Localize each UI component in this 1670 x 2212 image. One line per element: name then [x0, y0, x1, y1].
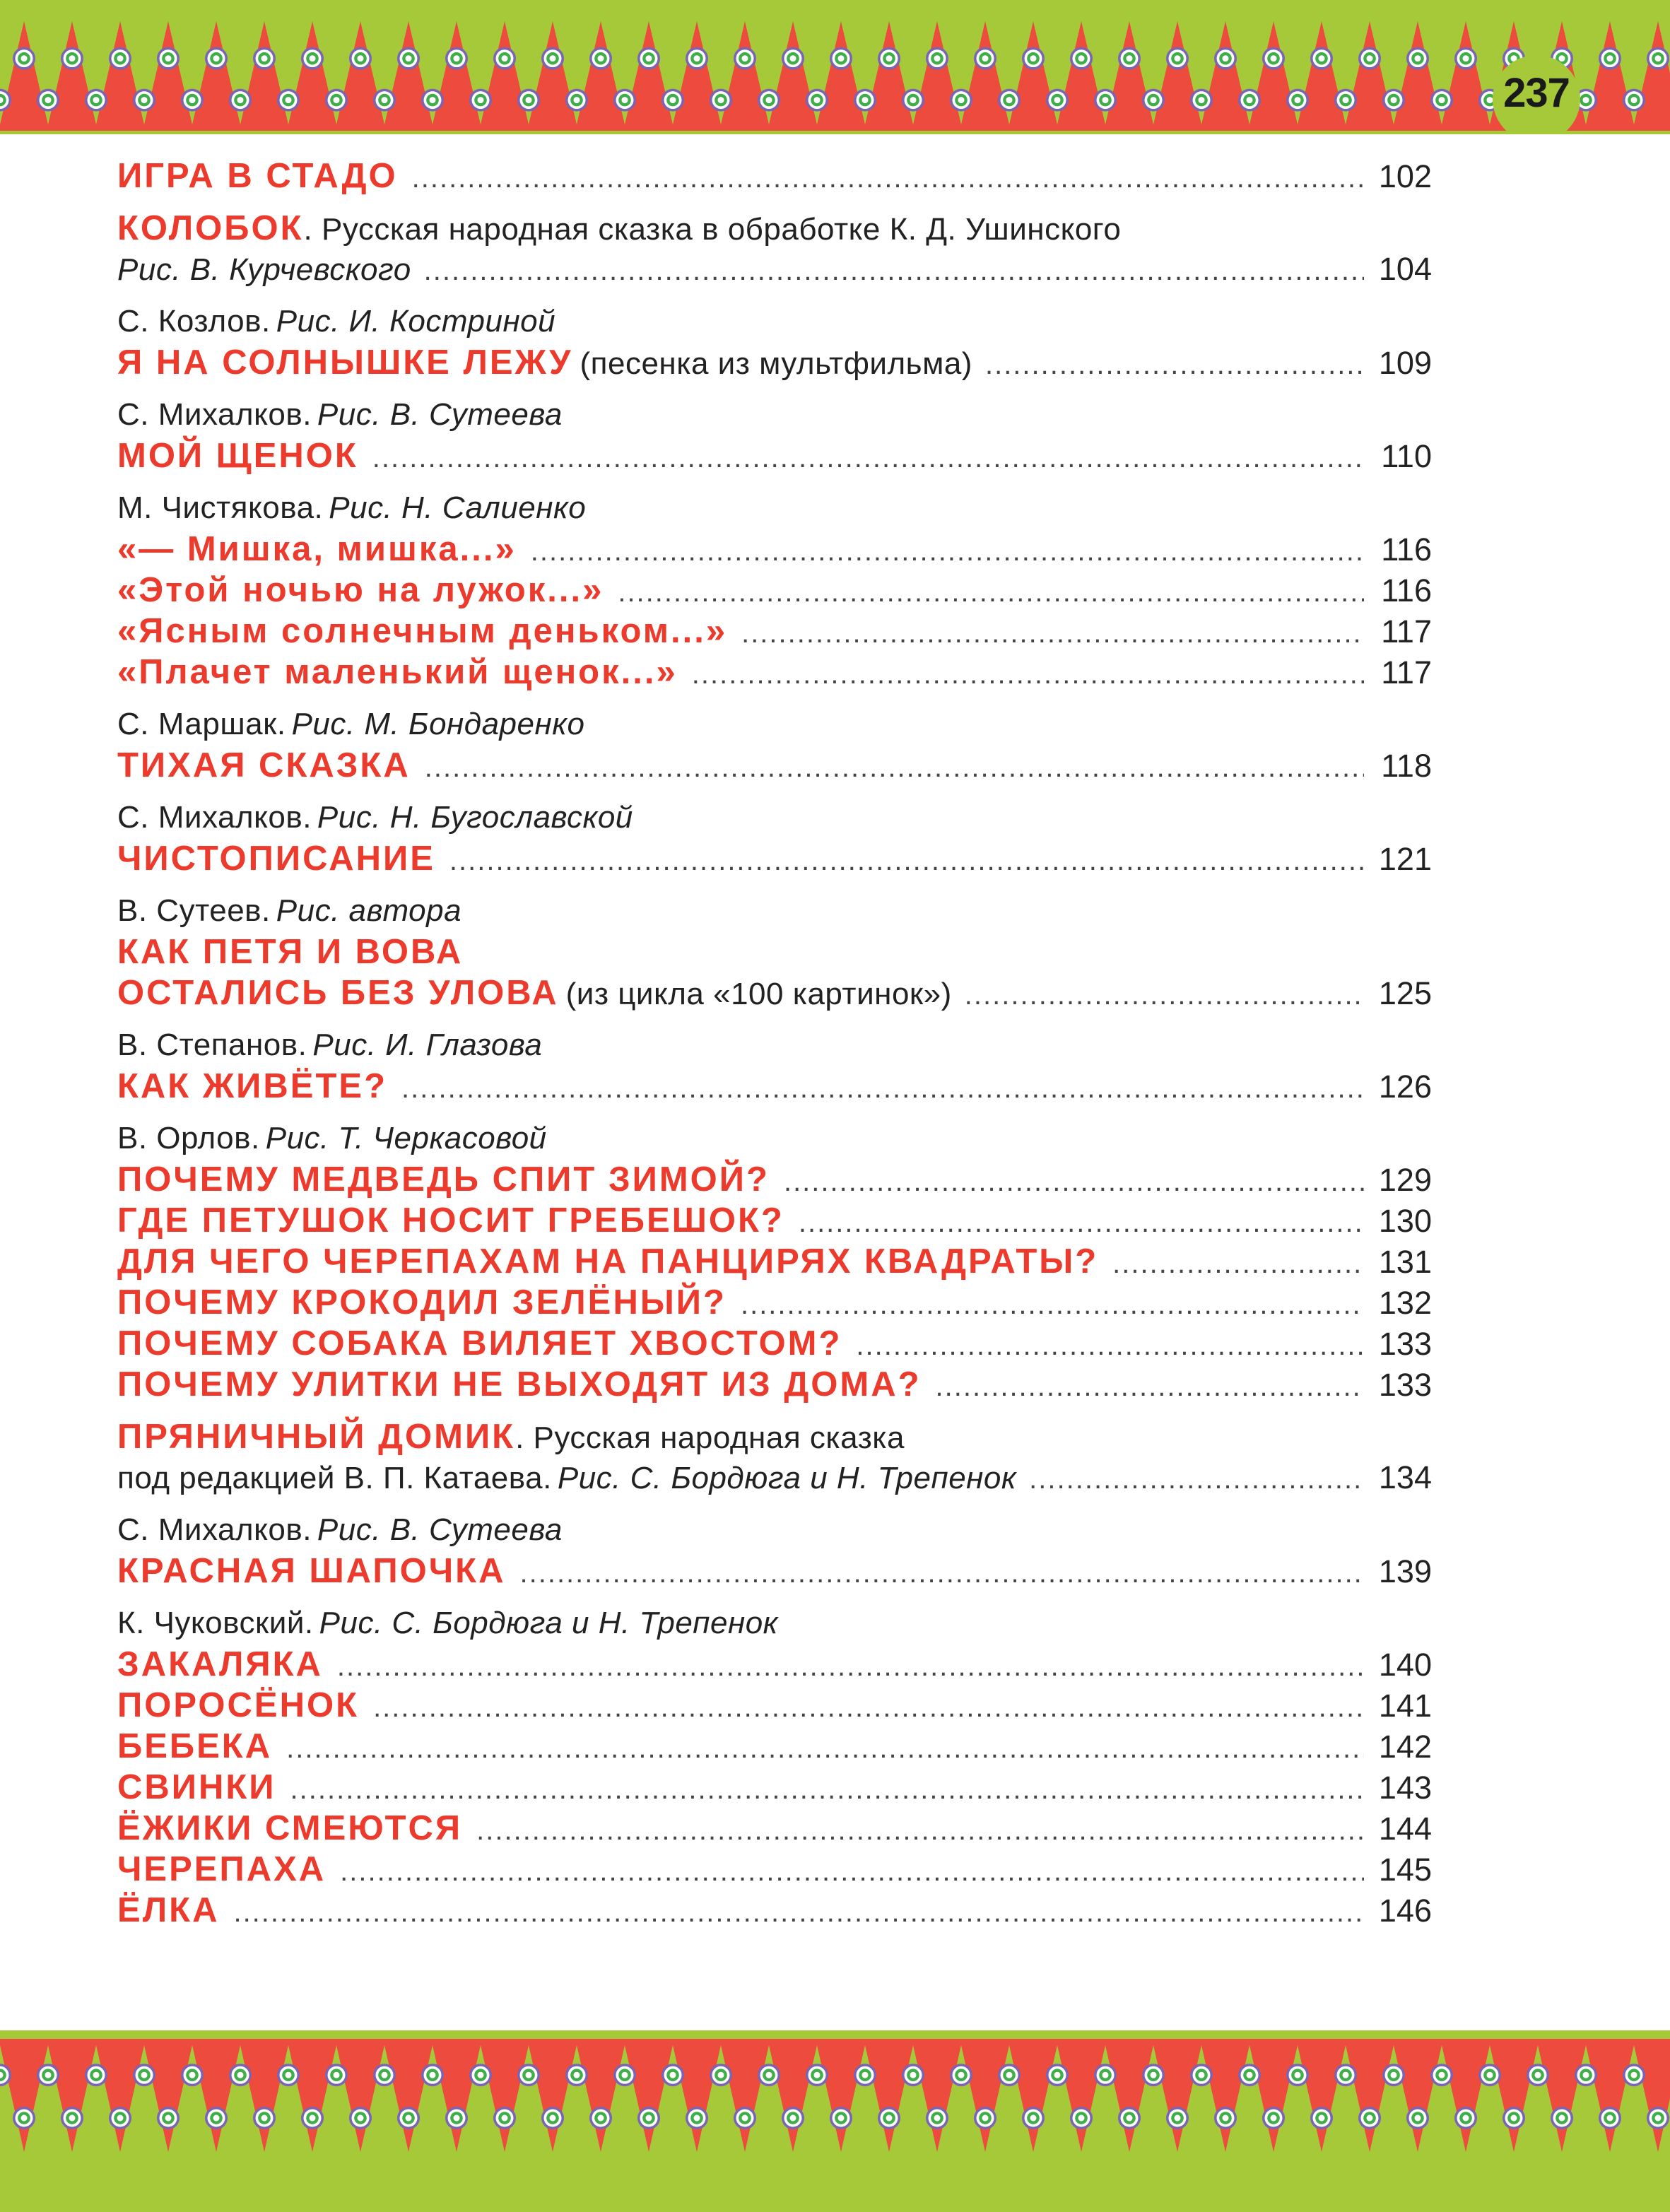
leader-dots — [531, 531, 1364, 572]
page-ref: 139 — [1378, 1553, 1432, 1589]
author: В. Орлов. — [117, 1121, 260, 1155]
entry-title: ИГРА В СТАДО — [117, 157, 398, 195]
toc-entry[interactable] — [117, 1364, 1432, 1405]
author-line — [117, 890, 1432, 931]
illustrator: Рис. автора — [276, 893, 462, 928]
toc-entry-heading[interactable] — [117, 1416, 1432, 1457]
entry-title: ПОЧЕМУ МЕДВЕДЬ СПИТ ЗИМОЙ? — [117, 1160, 770, 1199]
entry-title: «Плачет маленький щенок...» — [117, 653, 678, 691]
illustrator: Рис. С. Бордюга и Н. Трепенок — [319, 1606, 778, 1640]
entry-title: КРАСНАЯ ШАПОЧКА — [117, 1552, 506, 1590]
toc-entry[interactable] — [117, 838, 1432, 879]
entry-title: ЗАКАЛЯКА — [117, 1645, 323, 1683]
page-ref: 104 — [1378, 251, 1432, 287]
triangle-ornament-bottom — [0, 2030, 1670, 2212]
leader-dots — [337, 1646, 1364, 1687]
leader-dots — [741, 1284, 1364, 1325]
toc-entry[interactable] — [117, 745, 1432, 786]
page-ref: 102 — [1378, 158, 1432, 194]
toc-entry[interactable] — [117, 972, 1432, 1013]
page-ref: 146 — [1378, 1893, 1432, 1929]
entry-title: ГДЕ ПЕТУШОК НОСИТ ГРЕБЕШОК? — [117, 1201, 784, 1240]
page-ref: 129 — [1378, 1162, 1432, 1198]
leader-dots — [412, 158, 1364, 199]
leader-dots — [741, 613, 1364, 654]
entry-note: . Русская народная сказка — [515, 1420, 905, 1455]
page-ref: 118 — [1381, 748, 1432, 784]
illustrator: Рис. Н. Салиенко — [329, 490, 587, 525]
author-line — [117, 301, 1432, 342]
page-ref: 133 — [1378, 1326, 1432, 1362]
toc-entry[interactable] — [117, 1323, 1432, 1364]
illustrator: Рис. Т. Черкасовой — [265, 1121, 547, 1155]
leader-dots — [476, 1810, 1364, 1851]
toc-entry[interactable] — [117, 1200, 1432, 1241]
leader-dots — [373, 1687, 1364, 1728]
toc-entry[interactable] — [117, 435, 1432, 476]
top-ornament-band — [0, 0, 1670, 134]
leader-dots — [784, 1161, 1364, 1202]
entry-note: под редакцией В. П. Катаева. — [117, 1461, 552, 1495]
illustrator: Рис. И. Костриной — [276, 304, 556, 339]
entry-title: ДЛЯ ЧЕГО ЧЕРЕПАХАМ НА ПАНЦИРЯХ КВАДРАТЫ? — [117, 1242, 1099, 1281]
author-line — [117, 1603, 1432, 1644]
leader-dots — [233, 1892, 1364, 1933]
leader-dots — [449, 840, 1364, 881]
leader-dots — [290, 1769, 1364, 1810]
entry-title: ЧЕРЕПАХА — [117, 1850, 327, 1888]
author: С. Михалков. — [117, 1512, 312, 1547]
toc-entry[interactable] — [117, 1457, 1432, 1498]
illustrator: Рис. М. Бондаренко — [291, 707, 585, 741]
illustrator: Рис. Н. Бугославской — [317, 800, 633, 835]
author-line — [117, 394, 1432, 435]
leader-dots — [936, 1366, 1364, 1407]
entry-title: «Ясным солнечным деньком...» — [117, 612, 728, 650]
entry-title: ПОРОСЁНОК — [117, 1686, 360, 1724]
page-ref: 121 — [1378, 841, 1432, 877]
toc-entry[interactable] — [117, 1066, 1432, 1107]
toc-entry-heading[interactable] — [117, 931, 1432, 972]
author-line — [117, 704, 1432, 745]
leader-dots — [799, 1202, 1364, 1243]
illustrator: Рис. И. Глазова — [312, 1028, 543, 1062]
author: С. Маршак. — [117, 707, 286, 741]
entry-note: (песенка из мультфильма) — [580, 346, 972, 381]
author: В. Сутеев. — [117, 893, 271, 928]
page-ref: 132 — [1378, 1285, 1432, 1321]
toc-entry[interactable] — [117, 1159, 1432, 1200]
entry-title: ЁЛКА — [117, 1891, 220, 1929]
entry-title: МОЙ ЩЕНОК — [117, 437, 358, 475]
leader-dots — [340, 1851, 1364, 1892]
toc-entry[interactable] — [117, 611, 1432, 652]
leader-dots — [965, 975, 1364, 1016]
toc-entry[interactable] — [117, 249, 1432, 290]
leader-dots — [692, 654, 1364, 695]
toc-entry[interactable] — [117, 652, 1432, 693]
toc-entry[interactable] — [117, 1890, 1432, 1931]
leader-dots — [424, 250, 1364, 291]
toc-entry[interactable] — [117, 570, 1432, 611]
entry-title: «— Мишка, мишка...» — [117, 530, 517, 568]
triangle-ornament-top — [0, 0, 1670, 134]
leader-dots — [985, 344, 1364, 385]
page-ref: 131 — [1378, 1244, 1432, 1280]
entry-title: БЕБЕКА — [117, 1727, 273, 1765]
author-line — [117, 1118, 1432, 1159]
author: С. Козлов. — [117, 304, 271, 339]
entry-title: ПОЧЕМУ КРОКОДИЛ ЗЕЛЁНЫЙ? — [117, 1283, 727, 1322]
page-ref: 144 — [1378, 1811, 1432, 1847]
page-ref: 126 — [1378, 1069, 1432, 1105]
bottom-ornament-band — [0, 2030, 1670, 2212]
leader-dots — [425, 747, 1364, 788]
toc-entry[interactable] — [117, 1551, 1432, 1592]
toc-entry[interactable] — [117, 1849, 1432, 1890]
toc-entry[interactable] — [117, 1726, 1432, 1767]
page-number: 237 — [1503, 70, 1570, 116]
leader-dots — [401, 1068, 1364, 1109]
page-ref: 143 — [1378, 1770, 1432, 1806]
toc-entry[interactable] — [117, 1808, 1432, 1849]
page-ref: 141 — [1378, 1688, 1432, 1724]
leader-dots — [286, 1728, 1364, 1769]
entry-title: ПРЯНИЧНЫЙ ДОМИК — [117, 1418, 516, 1456]
entry-title: ПОЧЕМУ УЛИТКИ НЕ ВЫХОДЯТ ИЗ ДОМА? — [117, 1365, 922, 1404]
entry-title: КАК ПЕТЯ И ВОВА — [117, 933, 464, 971]
leader-dots — [856, 1325, 1364, 1366]
illustrator: Рис. В. Курчевского — [117, 252, 411, 287]
illustrator: Рис. С. Бордюга и Н. Трепенок — [557, 1461, 1017, 1495]
page-ref: 116 — [1381, 531, 1432, 567]
toc-entry[interactable] — [117, 529, 1432, 570]
author: С. Михалков. — [117, 800, 312, 835]
entry-title: ПОЧЕМУ СОБАКА ВИЛЯЕТ ХВОСТОМ? — [117, 1324, 842, 1363]
entry-title: КОЛОБОК — [117, 209, 304, 247]
author-line — [117, 1025, 1432, 1066]
page-ref: 116 — [1381, 572, 1432, 608]
leader-dots — [372, 437, 1364, 478]
page-ref: 142 — [1378, 1729, 1432, 1765]
toc-entry[interactable] — [117, 1241, 1432, 1282]
entry-title: СВИНКИ — [117, 1768, 276, 1806]
toc-entry[interactable] — [117, 155, 1432, 196]
author: К. Чуковский. — [117, 1606, 314, 1640]
table-of-contents — [117, 155, 1432, 1931]
entry-title: ТИХАЯ СКАЗКА — [117, 746, 411, 784]
page-ref: 117 — [1381, 654, 1432, 690]
entry-title: «Этой ночью на лужок...» — [117, 571, 604, 609]
page-ref: 140 — [1378, 1647, 1432, 1683]
illustrator: Рис. В. Сутеева — [317, 1512, 563, 1547]
entry-title: ОСТАЛИСЬ БЕЗ УЛОВА — [117, 974, 559, 1012]
author: В. Степанов. — [117, 1028, 307, 1062]
entry-note: (из цикла «100 картинок») — [565, 977, 952, 1011]
page-ref: 130 — [1378, 1203, 1432, 1239]
toc-entry[interactable] — [117, 1282, 1432, 1323]
toc-entry[interactable] — [117, 342, 1432, 383]
toc-entry[interactable] — [117, 1685, 1432, 1726]
page-ref: 145 — [1378, 1852, 1432, 1888]
page-ref: 117 — [1381, 613, 1432, 649]
entry-title: ЧИСТОПИСАНИЕ — [117, 840, 435, 878]
page-ref: 133 — [1378, 1367, 1432, 1403]
page-ref: 110 — [1381, 438, 1432, 474]
leader-dots — [1112, 1243, 1364, 1284]
author: М. Чистякова. — [117, 490, 324, 525]
page-ref: 134 — [1378, 1459, 1432, 1495]
toc-entry[interactable] — [117, 1644, 1432, 1685]
illustrator: Рис. В. Сутеева — [317, 397, 563, 432]
entry-title: Я НА СОЛНЫШКЕ ЛЕЖУ — [117, 343, 573, 382]
leader-dots — [1029, 1459, 1364, 1500]
author-line — [117, 1510, 1432, 1551]
author-line — [117, 488, 1432, 529]
page-ref: 109 — [1378, 345, 1432, 381]
author-line — [117, 797, 1432, 838]
toc-entry[interactable] — [117, 1767, 1432, 1808]
toc-entry-heading[interactable] — [117, 208, 1432, 249]
author: С. Михалков. — [117, 397, 312, 432]
entry-title: ЁЖИКИ СМЕЮТСЯ — [117, 1809, 463, 1847]
page-ref: 125 — [1378, 975, 1432, 1011]
entry-note: . Русская народная сказка в обработке К. Д. Ушинского — [303, 212, 1122, 247]
leader-dots — [618, 572, 1364, 613]
leader-dots — [519, 1553, 1364, 1594]
entry-title: КАК ЖИВЁТЕ? — [117, 1067, 388, 1105]
